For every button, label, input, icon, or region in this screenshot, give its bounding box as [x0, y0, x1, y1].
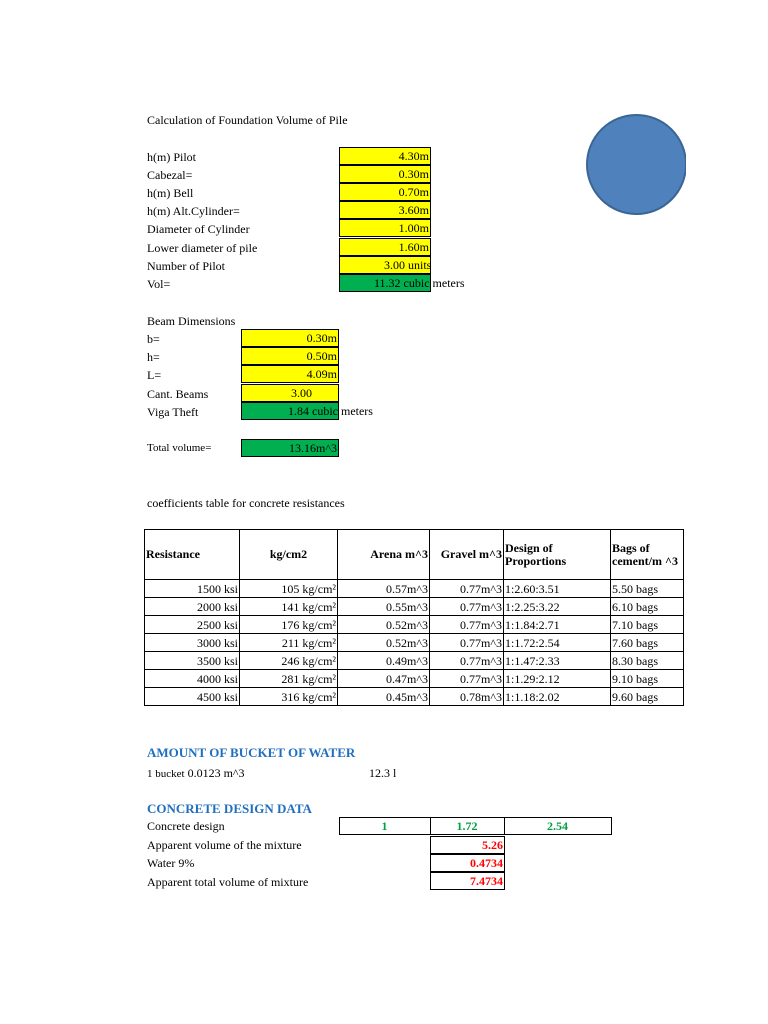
- cell-design[interactable]: 1:1.72:2.54: [504, 634, 611, 652]
- beam-value-1[interactable]: 0.50m: [241, 347, 339, 365]
- cell-design[interactable]: 1:1.84:2.71: [504, 616, 611, 634]
- beam-label-2: L=: [147, 368, 162, 382]
- bucket-label-a: 1 bucket: [147, 768, 185, 780]
- cell-design[interactable]: 1:2.25:3.22: [504, 598, 611, 616]
- pile-label-0: h(m) Pilot: [147, 150, 197, 164]
- pile-label-5: Lower diameter of pile: [147, 241, 258, 255]
- cell-bags[interactable]: 6.10 bags: [611, 598, 684, 616]
- cell-resistance[interactable]: 3500 ksi: [145, 652, 240, 670]
- cell-bags[interactable]: 5.50 bags: [611, 580, 684, 598]
- pile-value-6-text: 3.00 units: [384, 258, 432, 272]
- pile-value-5[interactable]: 1.60m: [339, 238, 431, 256]
- col-header-arena: Arena m^3: [338, 530, 430, 580]
- pile-label-7: Vol=: [147, 277, 171, 291]
- table-row: [145, 598, 684, 616]
- cell-resistance[interactable]: 2500 ksi: [145, 616, 240, 634]
- cell-arena[interactable]: 0.47m^3: [338, 670, 430, 688]
- mix-label-1: Water 9%: [147, 856, 195, 870]
- pile-label-1: Cabezal=: [147, 168, 193, 182]
- design-title: CONCRETE DESIGN DATA: [147, 801, 312, 816]
- cell-kgcm2[interactable]: 176 kg/cm²: [240, 616, 338, 634]
- col-header-kgcm2: kg/cm2: [240, 530, 338, 580]
- cell-design[interactable]: 1:1.47:2.33: [504, 652, 611, 670]
- cell-kgcm2[interactable]: 316 kg/cm²: [240, 688, 338, 706]
- cell-arena[interactable]: 0.55m^3: [338, 598, 430, 616]
- bucket-label-b: 0.0123 m^3: [187, 766, 245, 780]
- beam-title: Beam Dimensions: [147, 314, 236, 328]
- pile-value-7-text: 11.32 cubic meters: [374, 276, 465, 290]
- beam-value-2[interactable]: 4.09m: [241, 365, 339, 383]
- pile-label-4: Diameter of Cylinder: [147, 222, 250, 236]
- bucket-value: 12.3 l: [369, 766, 397, 780]
- cell-gravel[interactable]: 0.77m^3: [430, 652, 504, 670]
- pile-value-7[interactable]: [339, 274, 465, 292]
- table-row: [145, 616, 684, 634]
- cell-resistance[interactable]: 4500 ksi: [145, 688, 240, 706]
- cell-gravel[interactable]: 0.77m^3: [430, 616, 504, 634]
- beam-value-3-text: 3.00: [291, 386, 312, 400]
- beam-label-3: Cant. Beams: [147, 387, 209, 401]
- beam-label-4: Viga Theft: [147, 405, 199, 419]
- mix-value-0[interactable]: 5.26: [430, 836, 505, 854]
- cell-arena[interactable]: 0.49m^3: [338, 652, 430, 670]
- cell-arena[interactable]: 0.52m^3: [338, 634, 430, 652]
- cell-kgcm2[interactable]: 105 kg/cm²: [240, 580, 338, 598]
- cell-kgcm2[interactable]: 141 kg/cm²: [240, 598, 338, 616]
- cell-resistance[interactable]: 1500 ksi: [145, 580, 240, 598]
- cell-arena[interactable]: 0.45m^3: [338, 688, 430, 706]
- circle-shape-clip: [586, 100, 686, 230]
- cell-gravel[interactable]: 0.77m^3: [430, 580, 504, 598]
- cell-design[interactable]: 1:1.18:2.02: [504, 688, 611, 706]
- sheet-title: Calculation of Foundation Volume of Pile: [147, 113, 348, 127]
- coef-title: coefficients table for concrete resistances: [147, 496, 345, 510]
- beam-value-4[interactable]: [241, 402, 373, 420]
- cell-kgcm2[interactable]: 281 kg/cm²: [240, 670, 338, 688]
- col-header-design: Design of Proportions: [504, 530, 611, 580]
- col-header-bags: Bags of cement/m ^3: [611, 530, 684, 580]
- col-header-resistance: Resistance: [145, 530, 240, 580]
- cell-arena[interactable]: 0.52m^3: [338, 616, 430, 634]
- beam-value-4-text: 1.84 cubic meters: [288, 404, 373, 418]
- pile-value-1[interactable]: 0.30m: [339, 165, 431, 183]
- cell-resistance[interactable]: 2000 ksi: [145, 598, 240, 616]
- table-row: [145, 688, 684, 706]
- cell-gravel[interactable]: 0.77m^3: [430, 670, 504, 688]
- bucket-label: [147, 764, 245, 783]
- pile-value-4[interactable]: 1.00m: [339, 219, 431, 237]
- pile-label-3: h(m) Alt.Cylinder=: [147, 204, 240, 218]
- cell-bags[interactable]: 9.60 bags: [611, 688, 684, 706]
- cell-gravel[interactable]: 0.77m^3: [430, 598, 504, 616]
- cell-resistance[interactable]: 4000 ksi: [145, 670, 240, 688]
- mix-value-1[interactable]: 0.4734: [430, 854, 505, 872]
- cell-bags[interactable]: 8.30 bags: [611, 652, 684, 670]
- beam-label-0: b=: [147, 332, 160, 346]
- pile-value-6[interactable]: [339, 256, 431, 274]
- design-value-1[interactable]: 1.72: [430, 817, 505, 835]
- circle-shape[interactable]: [586, 114, 686, 215]
- table-row: [145, 634, 684, 652]
- cell-design[interactable]: 1:2.60:3.51: [504, 580, 611, 598]
- cell-arena[interactable]: 0.57m^3: [338, 580, 430, 598]
- mix-label-2: Apparent total volume of mixture: [147, 875, 309, 889]
- pile-label-6: Number of Pilot: [147, 259, 225, 273]
- design-label: Concrete design: [147, 819, 225, 833]
- design-value-0[interactable]: 1: [339, 817, 431, 835]
- resistance-table: [144, 529, 684, 706]
- beam-label-1: h=: [147, 350, 160, 364]
- cell-bags[interactable]: 7.60 bags: [611, 634, 684, 652]
- pile-value-3[interactable]: 3.60m: [339, 201, 431, 219]
- pile-value-2[interactable]: 0.70m: [339, 183, 431, 201]
- table-header-row: [145, 530, 684, 580]
- beam-value-0[interactable]: 0.30m: [241, 329, 339, 347]
- col-header-gravel: Gravel m^3: [430, 530, 504, 580]
- table-row: [145, 670, 684, 688]
- water-title: AMOUNT OF BUCKET OF WATER: [147, 745, 356, 760]
- mix-label-0: Apparent volume of the mixture: [147, 838, 302, 852]
- cell-gravel[interactable]: 0.77m^3: [430, 634, 504, 652]
- design-value-2[interactable]: 2.54: [504, 817, 612, 835]
- cell-design[interactable]: 1:1.29:2.12: [504, 670, 611, 688]
- pile-label-2: h(m) Bell: [147, 186, 194, 200]
- beam-value-3[interactable]: [241, 384, 339, 402]
- table-row: [145, 580, 684, 598]
- cell-bags[interactable]: 7.10 bags: [611, 616, 684, 634]
- cell-resistance[interactable]: 3000 ksi: [145, 634, 240, 652]
- cell-kgcm2[interactable]: 246 kg/cm²: [240, 652, 338, 670]
- total-label: Total volume=: [147, 442, 212, 454]
- cell-gravel[interactable]: 0.78m^3: [430, 688, 504, 706]
- cell-kgcm2[interactable]: 211 kg/cm²: [240, 634, 338, 652]
- total-value[interactable]: 13.16m^3: [241, 439, 339, 457]
- cell-bags[interactable]: 9.10 bags: [611, 670, 684, 688]
- pile-value-0[interactable]: 4.30m: [339, 147, 431, 165]
- mix-value-2[interactable]: 7.4734: [430, 872, 505, 890]
- table-row: [145, 652, 684, 670]
